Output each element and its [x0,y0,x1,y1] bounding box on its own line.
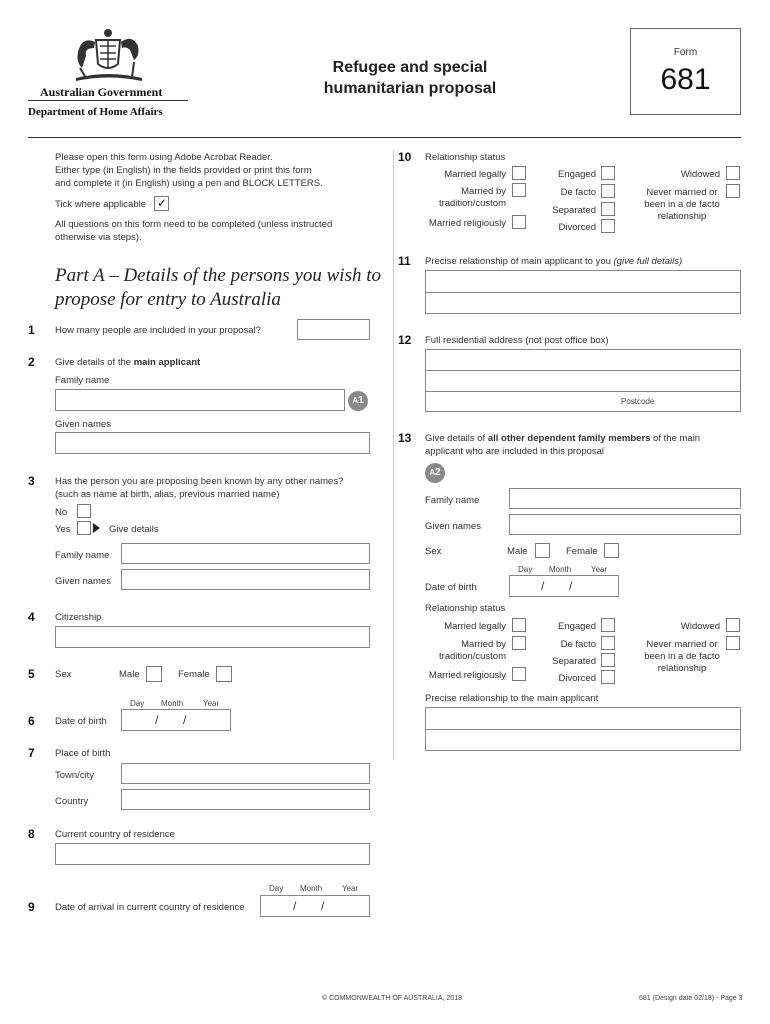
precise-input-divider [426,729,740,730]
header-divider [28,137,741,138]
q13-rel-status-label: Relationship status [425,603,506,614]
main-female-checkbox[interactable] [216,666,232,682]
other-family-name-input[interactable] [121,543,370,564]
title-line-2: humanitarian proposal [323,80,497,97]
q10-separated: Separated [552,205,596,216]
q7-town-label: Town/city [55,770,95,781]
q10-engaged: Engaged [557,169,596,180]
q9-number: 9 [28,900,35,914]
q13-married-legally-checkbox[interactable] [512,618,526,632]
q13-engaged-checkbox[interactable] [601,618,615,632]
q4-label: Citizenship [55,612,102,623]
q1-label: How many people are included in your proposal? [55,325,261,336]
q10-tradition: tradition/custom [438,198,506,209]
intro-line-1: Please open this form using Adobe Acrobat Reader. [55,152,273,163]
q10-number: 10 [398,150,412,164]
arrival-date-input[interactable] [260,895,370,917]
q7-number: 7 [28,746,35,760]
q13-married-tradition-checkbox[interactable] [512,636,526,650]
q10-married-legally: Married legally [444,169,506,180]
q13-married-religiously: Married religiously [428,670,506,681]
q10-married-religiously: Married religiously [428,218,506,229]
q13-family-name-label: Family name [425,495,480,506]
dependent-family-name-input[interactable] [509,488,741,509]
a1-badge-number: 1 [358,395,364,406]
q10-divorced: Divorced [558,222,596,233]
a2-badge [425,463,445,483]
q2-label [55,357,200,369]
page-title [280,57,540,99]
a1-badge [348,391,368,411]
q9-label: Date of arrival in current country of residence [55,902,245,913]
q9-year-label: Year [342,884,359,893]
address-line-divider-1 [426,370,740,371]
dependent-dob-input[interactable] [509,575,619,597]
dep-dob-slash-1: / [541,579,545,593]
q13-tradition: tradition/custom [438,651,506,662]
q9-day-label: Day [269,884,284,893]
residence-country-input[interactable] [55,843,370,865]
dependent-female-checkbox[interactable] [604,543,619,558]
q11-label [425,256,682,268]
a1-badge-letter: A [352,396,359,405]
q5-label: Sex [55,669,72,680]
q2-label-bold: main applicant [133,357,201,368]
q13-separated-checkbox[interactable] [601,653,615,667]
q7-label: Place of birth [55,748,111,759]
residential-address-input[interactable] [425,349,741,412]
q10-widowed: Widowed [680,169,720,180]
dep-dob-slash-2: / [569,579,573,593]
q13-never-married-checkbox[interactable] [726,636,740,650]
q13-number: 13 [398,431,412,445]
postcode-label: Postcode [621,397,655,406]
q5-number: 5 [28,667,35,681]
people-count-input[interactable] [297,319,370,340]
q13-widowed-checkbox[interactable] [726,618,740,632]
q10-married-by: Married by [461,186,506,197]
part-a-line-2: propose for entry to Australia [55,289,281,310]
other-names-no-checkbox[interactable] [77,504,91,518]
main-family-name-input[interactable] [55,389,345,411]
department-name: Department of Home Affairs [28,106,163,118]
intro-line-3: and complete it (in English) using a pen and BLOCK LETTERS. [55,178,323,189]
form-number-box [630,28,741,115]
birth-country-input[interactable] [121,789,370,810]
q13-sex-label: Sex [425,546,442,557]
form-label: Form [673,47,698,58]
q6-year-label: Year [203,699,220,708]
q13-de-facto-checkbox[interactable] [601,636,615,650]
q13-divorced: Divorced [558,673,596,684]
q13-dob-label: Date of birth [425,582,477,593]
q13-never-1: Never married or [646,639,718,650]
q10-never-3: relationship [657,211,707,222]
q4-number: 4 [28,610,35,624]
q13-label-2: applicant who are included in this proposal [425,446,605,457]
gov-name: Australian Government [40,85,163,99]
q3-family-name-label: Family name [55,550,110,561]
q2-label-text: Give details of the [55,357,134,368]
q10-married-tradition-checkbox[interactable] [512,183,526,197]
main-male-checkbox[interactable] [146,666,162,682]
relationship-to-main-input[interactable] [425,707,741,751]
q13-never-2: been in a de facto [644,651,720,662]
a2-badge-letter: A [429,468,436,477]
q10-never-married-checkbox[interactable] [726,184,740,198]
arrival-slash-1: / [293,899,297,913]
q13-label-bold: all other dependent family members [487,433,651,444]
q13-female-label: Female [566,546,598,557]
q10-engaged-checkbox[interactable] [601,166,615,180]
birth-town-input[interactable] [121,763,370,784]
arrival-slash-2: / [321,899,325,913]
address-line-divider-2 [426,391,740,392]
dob-slash-1: / [155,713,159,727]
gov-divider [28,100,188,101]
q10-married-legally-checkbox[interactable] [512,166,526,180]
q9-month-label: Month [300,884,323,893]
a2-badge-number: 2 [435,467,441,478]
q8-label: Current country of residence [55,829,175,840]
intro-line-5: otherwise via steps). [55,232,142,243]
dependent-given-names-input[interactable] [509,514,741,535]
footer-copyright: © COMMONWEALTH OF AUSTRALIA, 2018 [322,995,462,1002]
q13-precise-label: Precise relationship to the main applicant [425,693,599,704]
q11-label-italic: (give full details) [613,256,683,267]
main-given-names-input[interactable] [55,432,370,454]
q13-divorced-checkbox[interactable] [601,670,615,684]
title-line-1: Refugee and special [332,59,488,76]
q12-label: Full residential address (not post office box) [425,335,609,346]
q3-number: 3 [28,474,35,488]
q3-no-label: No [55,507,68,518]
q10-never-2: been in a de facto [644,199,720,210]
q3-give-details: Give details [109,524,159,535]
q6-day-label: Day [130,699,145,708]
q6-month-label: Month [161,699,184,708]
citizenship-input[interactable] [55,626,370,648]
form-number: 681 [660,63,711,96]
arrow-right-icon [93,523,100,533]
column-divider [393,150,394,760]
q10-married-religiously-checkbox[interactable] [512,215,526,229]
q5-female-label: Female [178,669,210,680]
tick-instruction: Tick where applicable [55,199,146,210]
q11-label-text: Precise relationship of main applicant to you [425,256,614,267]
q13-male-label: Male [507,546,528,557]
intro-line-2: Either type (in English) in the fields provided or print this form [55,165,312,176]
main-dob-input[interactable] [121,709,231,731]
q10-label: Relationship status [425,152,506,163]
q13-never-3: relationship [657,663,707,674]
q3-label-1: Has the person you are proposing been known by any other names? [55,476,344,487]
q12-number: 12 [398,333,412,347]
q7-country-label: Country [55,796,89,807]
q13-de-facto: De facto [560,639,596,650]
footer-design-date: 681 (Design date 02/18) - Page 3 [639,995,743,1002]
q1-number: 1 [28,323,35,337]
q13-year-label: Year [591,565,608,574]
dependent-male-checkbox[interactable] [535,543,550,558]
relationship-input-divider [426,292,740,293]
q10-de-facto-checkbox[interactable] [601,184,615,198]
q13-married-by: Married by [461,639,506,650]
coat-of-arms-icon [66,26,150,84]
q13-day-label: Day [518,565,533,574]
tick-example-checkbox [154,196,169,211]
q10-never-1: Never married or [646,187,718,198]
q6-label: Date of birth [55,716,107,727]
q2-given-names-label: Given names [55,419,111,430]
q10-divorced-checkbox[interactable] [601,219,615,233]
q8-number: 8 [28,827,35,841]
relationship-to-you-input[interactable] [425,270,741,314]
q13-married-religiously-checkbox[interactable] [512,667,526,681]
q3-yes-label: Yes [55,524,71,535]
q13-label-1 [425,433,700,445]
q13-label-post: of the main [650,433,701,444]
intro-line-4: All questions on this form need to be completed (unless instructed [55,219,333,230]
q3-given-names-label: Given names [55,576,111,587]
q13-separated: Separated [552,656,596,667]
dob-slash-2: / [183,713,187,727]
tick-mark: ✓ [157,196,168,210]
q2-number: 2 [28,355,35,369]
q5-male-label: Male [119,669,140,680]
other-names-yes-checkbox[interactable] [77,521,91,535]
q3-label-2: (such as name at birth, alias, previous married name) [55,489,280,500]
q13-given-names-label: Given names [425,521,481,532]
part-a-heading [55,264,381,312]
q11-number: 11 [398,254,411,268]
q10-widowed-checkbox[interactable] [726,166,740,180]
q13-month-label: Month [549,565,572,574]
other-given-names-input[interactable] [121,569,370,590]
q10-separated-checkbox[interactable] [601,202,615,216]
q6-number: 6 [28,714,35,728]
q13-label-pre: Give details of [425,433,488,444]
q10-de-facto: De facto [560,187,596,198]
part-a-line-1: Part A – Details of the persons you wish to [55,265,381,286]
q13-engaged: Engaged [557,621,596,632]
q13-married-legally: Married legally [444,621,506,632]
q2-family-name-label: Family name [55,375,110,386]
q13-widowed: Widowed [680,621,720,632]
